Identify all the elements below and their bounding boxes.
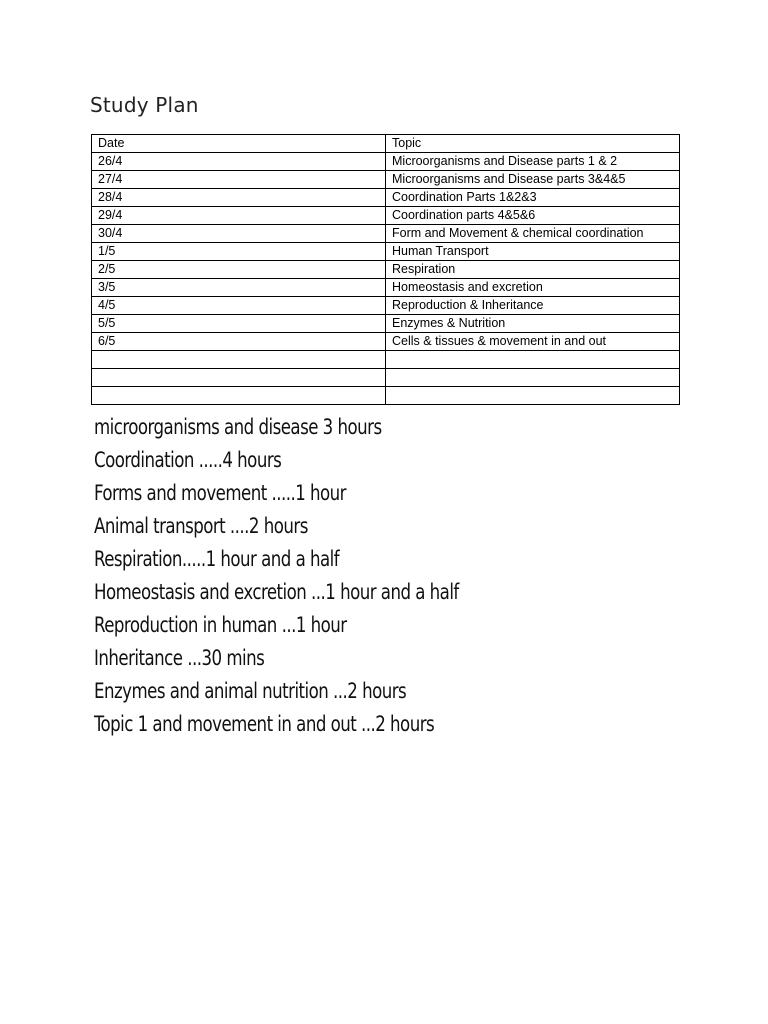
note-line: Animal transport ....2 hours [94,514,308,538]
date-cell [92,387,386,405]
table-row [92,297,680,315]
date-cell [92,369,386,387]
table-row [92,189,680,207]
date-cell: 5/5 [92,315,386,333]
table-row [92,315,680,333]
table-row [92,153,680,171]
topic-cell: Form and Movement & chemical coordination [386,225,680,243]
topic-cell [386,351,680,369]
topic-cell: Coordination Parts 1&2&3 [386,189,680,207]
note-line: Inheritance ...30 mins [94,646,265,670]
note-line: Respiration.....1 hour and a half [94,547,340,571]
date-cell: 6/5 [92,333,386,351]
header-date: Date [92,135,386,153]
table-row [92,207,680,225]
table-row [92,243,680,261]
table-header-row [92,135,680,153]
date-cell: 30/4 [92,225,386,243]
study-plan-table [91,134,680,405]
handwritten-notes [94,411,509,741]
table-row [92,225,680,243]
topic-cell: Microorganisms and Disease parts 1 & 2 [386,153,680,171]
topic-cell: Reproduction & Inheritance [386,297,680,315]
date-cell [92,351,386,369]
topic-cell: Respiration [386,261,680,279]
page-title: Study Plan [90,93,199,117]
note-line: Coordination .....4 hours [94,448,282,472]
note-line: Forms and movement .....1 hour [94,481,346,505]
table-row [92,261,680,279]
note-line: microorganisms and disease 3 hours [94,415,382,439]
topic-cell: Homeostasis and excretion [386,279,680,297]
date-cell: 27/4 [92,171,386,189]
date-cell: 3/5 [92,279,386,297]
note-line: Topic 1 and movement in and out ...2 hours [94,712,435,736]
note-line: Homeostasis and excretion ...1 hour and a half [94,580,459,604]
date-cell: 29/4 [92,207,386,225]
topic-cell [386,369,680,387]
topic-cell [386,387,680,405]
note-line: Enzymes and animal nutrition ...2 hours [94,679,407,703]
table-row [92,171,680,189]
date-cell: 28/4 [92,189,386,207]
table-row [92,387,680,405]
topic-cell: Coordination parts 4&5&6 [386,207,680,225]
topic-cell: Enzymes & Nutrition [386,315,680,333]
topic-cell: Human Transport [386,243,680,261]
date-cell: 26/4 [92,153,386,171]
table-row [92,369,680,387]
topic-cell: Cells & tissues & movement in and out [386,333,680,351]
note-line: Reproduction in human ...1 hour [94,613,347,637]
date-cell: 4/5 [92,297,386,315]
date-cell: 1/5 [92,243,386,261]
date-cell: 2/5 [92,261,386,279]
table-row [92,333,680,351]
topic-cell: Microorganisms and Disease parts 3&4&5 [386,171,680,189]
header-topic: Topic [386,135,680,153]
table-row [92,351,680,369]
table-row [92,279,680,297]
